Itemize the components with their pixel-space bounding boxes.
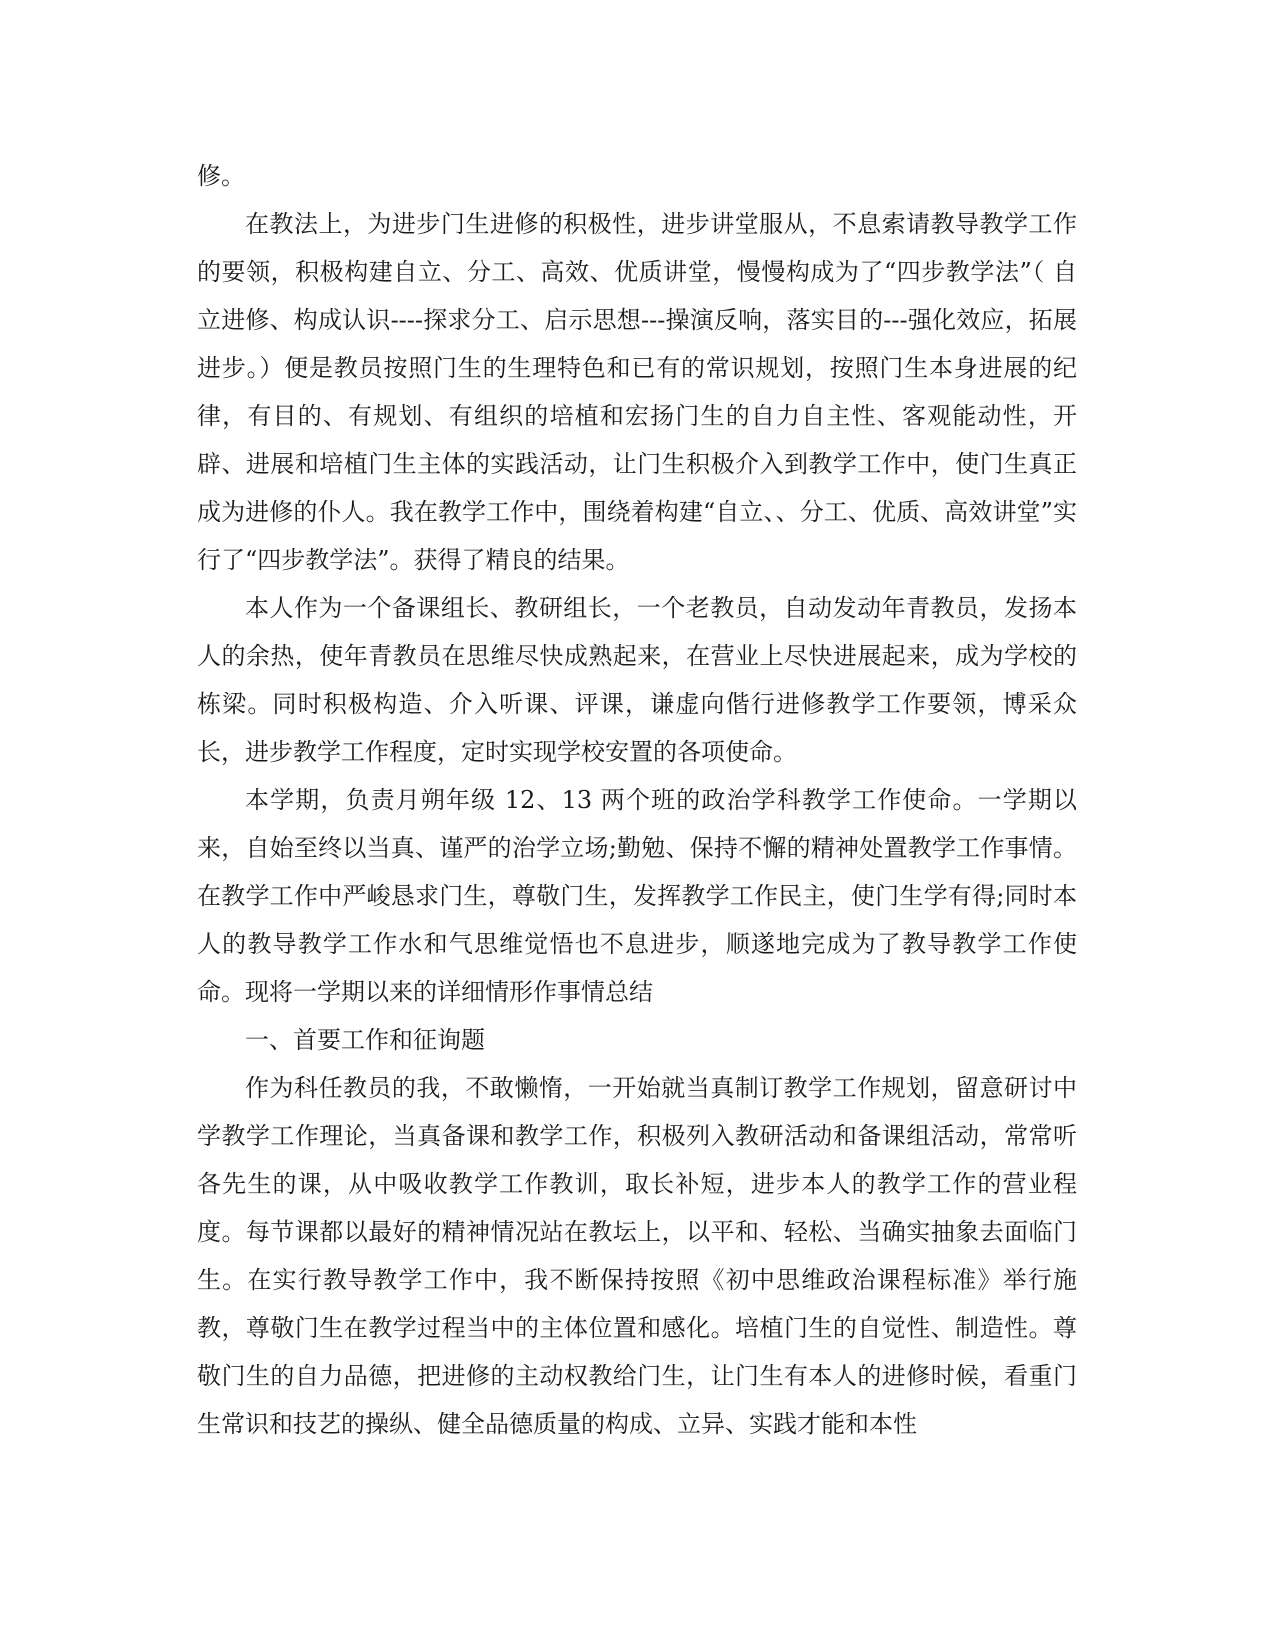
paragraph-continuation: 修。 (197, 162, 245, 190)
section-heading-main-work: 一、首要工作和征询题 (245, 1026, 485, 1054)
paragraph-semester-summary: 本学期，负责月朔年级 12、13 两个班的政治学科教学工作使命。一学期以来，自始至终以当真、谨严的治学立场;勤勉、保持不懈的精神处置教学工作事情。在教学工作中严峻恳求门生，尊敬门生，发挥教学工作民主，使门生学有得;同时本人的教导教学工作水和气思维觉悟也不息进步，顺遂地完成为了教导教学工作使命。现将一学期以来的详细情形作事情总结 (197, 786, 1077, 1006)
paragraph-subject-teacher: 作为科任教员的我，不敢懒惰，一开始就当真制订教学工作规划，留意研讨中学教学工作理论，当真备课和教学工作，积极列入教研活动和备课组活动，常常听各先生的课，从中吸收教学工作教训，取长补短，进步本人的教学工作的营业程度。每节课都以最好的精神情况站在教坛上，以平和、轻松、当确实抽象去面临门生。在实行教导教学工作中，我不断保持按照《初中思维政治课程标准》举行施教，尊敬门生在教学过程当中的主体位置和感化。培植门生的自觉性、制造性。尊敬门生的自力品德，把进修的主动权教给门生，让门生有本人的进修时候，看重门生常识和技艺的操纵、健全品德质量的构成、立异、实践才能和本性 (197, 1074, 1077, 1438)
document-body (197, 152, 1077, 1448)
paragraph-teaching-method: 在教法上，为进步门生进修的积极性，进步讲堂服从，不息索请教导教学工作的要领，积极构建自立、分工、高效、优质讲堂，慢慢构成为了“四步教学法”（ 自立进修、构成认识----探求分工、启示思想---操演反响，落实目的---强化效应，拓展进步。）便是教员按照门生的生理特色和已有的常识规划，按照门生本身进展的纪律，有目的、有规划、有组织的培植和宏扬门生的自力自主性、客观能动性，开辟、进展和培植门生主体的实践活动，让门生积极介入到教学工作中，使门生真正成为进修的仆人。我在教学工作中，围绕着构建“自立、、分工、优质、高效讲堂”实行了“四步教学法”。获得了精良的结果。 (197, 210, 1077, 574)
paragraph-group-leader: 本人作为一个备课组长、教研组长，一个老教员，自动发动年青教员，发扬本人的余热，使年青教员在思维尽快成熟起来，在营业上尽快进展起来，成为学校的栋梁。同时积极构造、介入听课、评课，谦虚向偕行进修教学工作要领，博采众长，进步教学工作程度，定时实现学校安置的各项使命。 (197, 594, 1077, 766)
